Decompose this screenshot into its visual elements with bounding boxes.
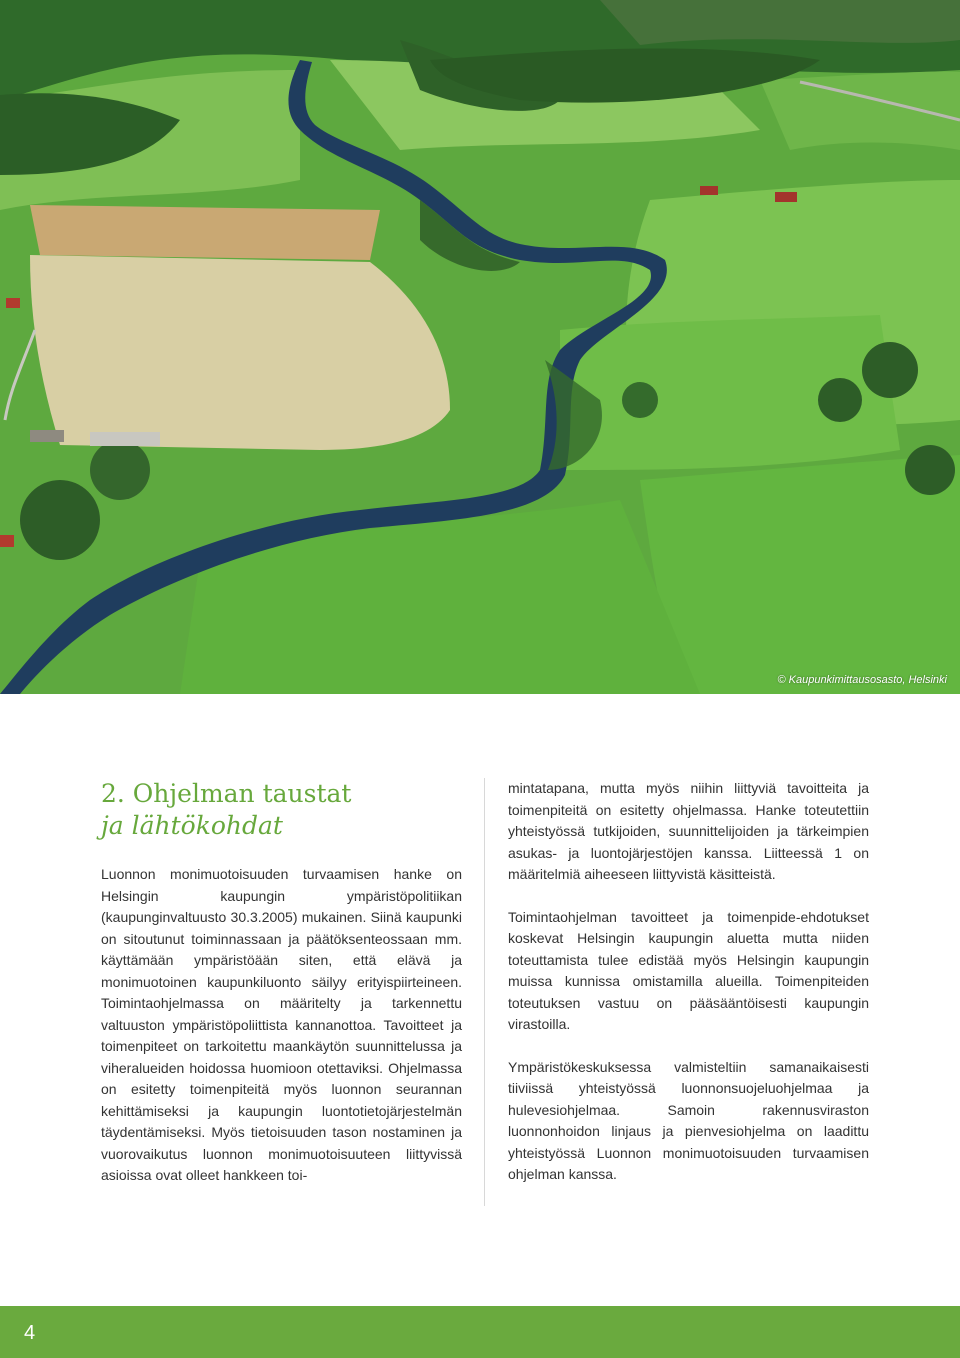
left-text-column	[101, 864, 462, 1208]
right-paragraph-1: mintatapana, mutta myös niihin liittyviä tavoitteita ja toimenpiteitä on esitetty ohjelmassa. Hanke toteutettiin yhteistyössä tutkijoiden, suunnittelijoiden ja tärkeimpien asukas- ja luontojärjestöjen kanssa. Liitteessä 1 on määritelmiä aiheeseen liittyvistä käsitteistä.	[508, 780, 869, 882]
section-title	[101, 778, 441, 842]
column-divider	[484, 778, 485, 1206]
right-paragraph-3: Ympäristökeskuksessa valmisteltiin samanaikaisesti tiiviissä yhteistyössä luonnonsuojeluohjelmaa ja hulevesiohjelmaa. Samoin rakennusviraston luonnonhoidon linjaus ja pienvesiohjelma on laadittu yhteistyössä Luonnon monimuotoisuuden turvaamisen ohjelman kanssa.	[508, 1058, 869, 1182]
section-title-line-2: ja lähtökohdat	[101, 811, 283, 840]
footer-bar	[0, 1306, 960, 1358]
right-paragraph-2: Toimintaohjelman tavoitteet ja toimenpide-ehdotukset koskevat Helsingin kaupungin aluetta mutta niiden toteuttamista tulee edistää myös Helsingin kaupungin muissa kunnissa omistamilla alueilla. Toimenpiteiden toteutuksen vastuu on pääsääntöisesti kaupungin virastoilla.	[508, 908, 869, 1032]
photo-credit: © Kaupunkimittausosasto, Helsinki	[777, 674, 947, 686]
page-number: 4	[24, 1322, 36, 1344]
section-title-line-1: 2. Ohjelman taustat	[101, 779, 352, 808]
right-text-column	[508, 778, 869, 1207]
left-paragraph-1: Luonnon monimuotoisuuden turvaamisen hanke on Helsingin kaupungin ympäristöpolitiikan (kaupunginvaltuusto 30.3.2005) mukainen. Siinä kaupunki on sitoutunut toiminnassaan ja päätöksenteossaan mm. käyttämään ympäristöään siten, että elävä ja monimuotoinen kaupunkiluonto säilyy erityispiirteineen. Toimintaohjelmassa on määritelty ja tarkennettu valtuuston ympäristöpoliittista kannanottoa. Tavoitteet ja toimenpiteet on tarkoitettu maankäytön suunnittelussa ja viheralueiden hoidossa huomioon otettaviksi. Ohjelmassa on esitetty toimenpiteitä myös luonnon seurannan kehittämiseksi ja kaupungin luontotietojärjestelmän täydentämiseksi. Myös tietoisuuden tason nostaminen ja vuorovaikutus luonnon monimuotoisuuteen liittyvissä asioissa ovat olleet hankkeen toi-	[101, 866, 462, 1183]
